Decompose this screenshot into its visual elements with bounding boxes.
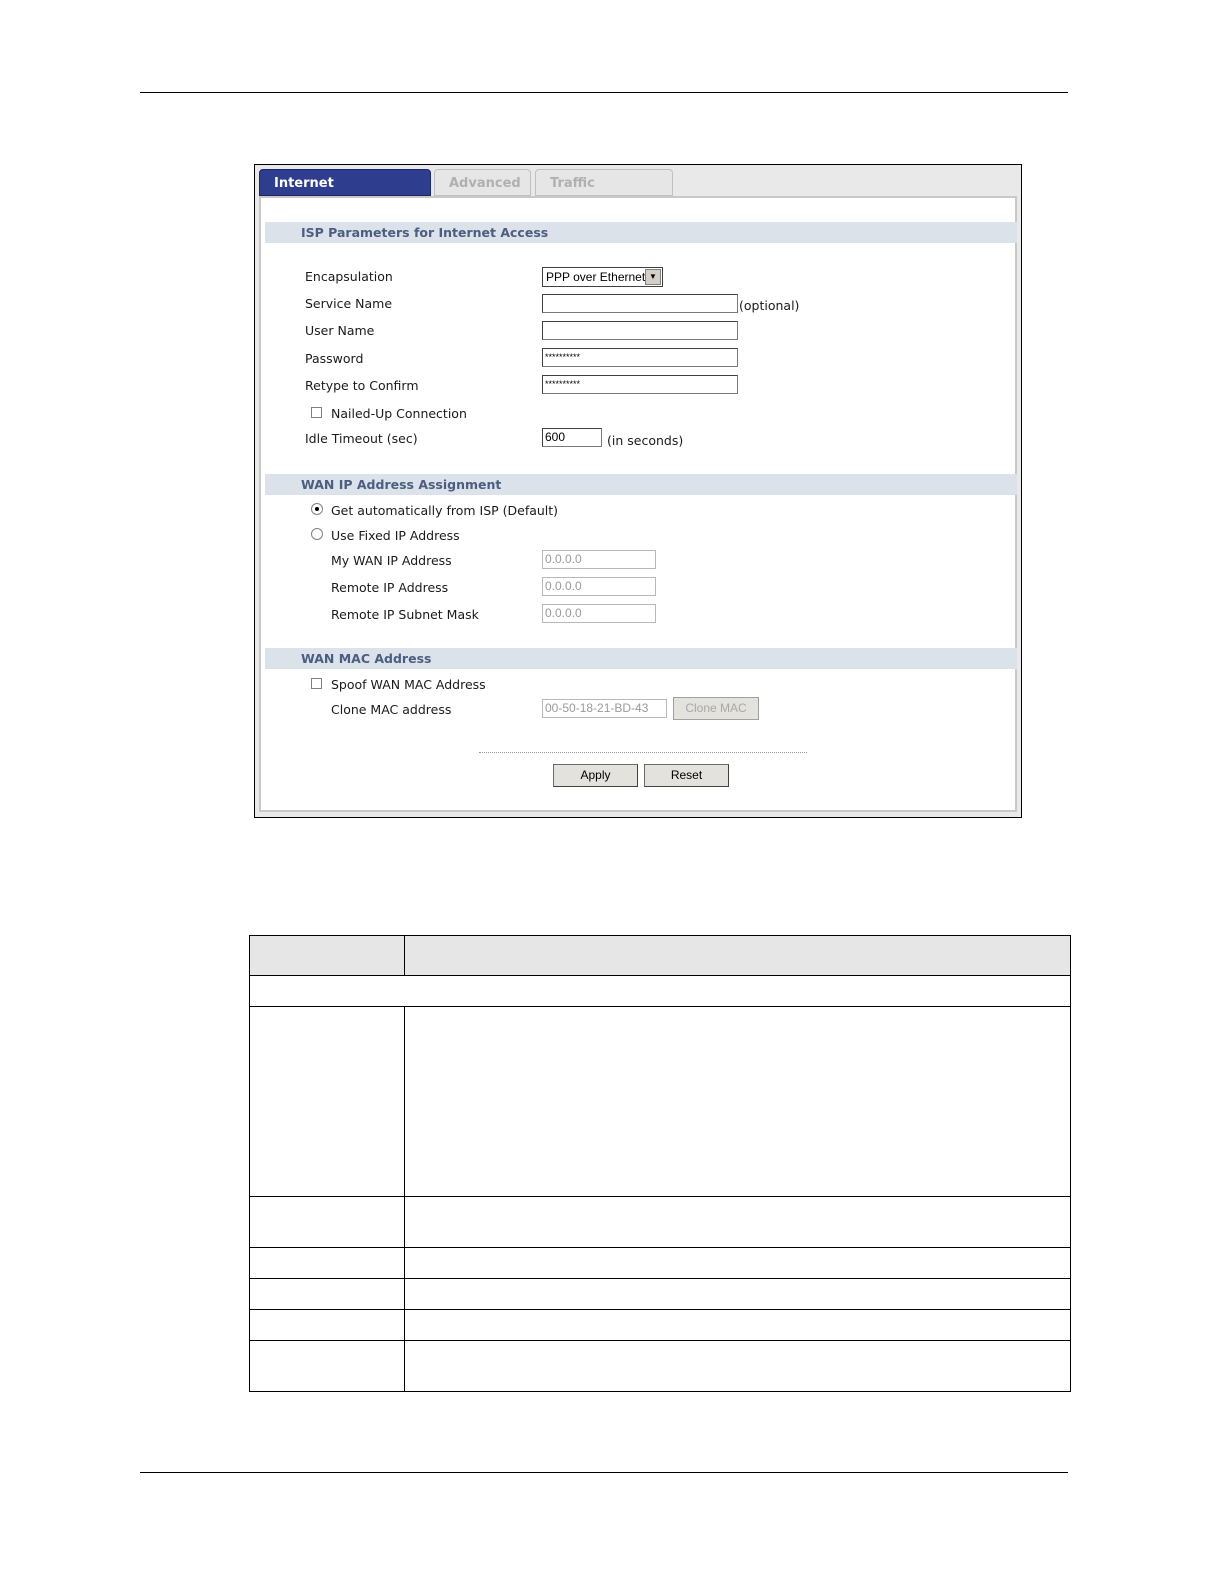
idle-timeout-label: Idle Timeout (sec)	[305, 431, 418, 446]
remote-ip-label: Remote IP Address	[331, 580, 449, 595]
table-header-cell	[250, 936, 405, 976]
table-cell	[405, 1279, 1071, 1310]
my-wan-ip-label: My WAN IP Address	[331, 553, 452, 568]
table-cell	[250, 1279, 405, 1310]
chevron-down-icon[interactable]: ▼	[645, 269, 661, 285]
table-row	[250, 1341, 1071, 1392]
radio-selected-dot	[315, 507, 319, 511]
table-cell	[250, 1310, 405, 1341]
tab-traffic-redirect[interactable]: Traffic	[535, 169, 673, 196]
use-fixed-ip-label: Use Fixed IP Address	[331, 528, 460, 543]
remote-ip-input[interactable]: 0.0.0.0	[542, 577, 656, 596]
nailed-up-checkbox[interactable]	[311, 407, 322, 418]
table-section-row	[250, 976, 1071, 1007]
get-automatically-label: Get automatically from ISP (Default)	[331, 503, 559, 518]
remote-mask-label: Remote IP Subnet Mask	[331, 607, 479, 622]
table-row	[250, 1248, 1071, 1279]
table-cell	[405, 1197, 1071, 1248]
user-name-label: User Name	[305, 323, 375, 338]
radio-use-fixed-ip[interactable]	[311, 528, 323, 540]
table-cell	[405, 1248, 1071, 1279]
spoof-mac-checkbox[interactable]	[311, 678, 322, 689]
wan-ip-section-header: WAN IP Address Assignment	[265, 474, 1017, 495]
service-name-label: Service Name	[305, 296, 393, 311]
apply-button[interactable]: Apply	[553, 764, 638, 787]
remote-mask-input[interactable]: 0.0.0.0	[542, 604, 656, 623]
table-cell	[405, 1310, 1071, 1341]
my-wan-ip-input[interactable]: 0.0.0.0	[542, 550, 656, 569]
radio-get-automatically[interactable]	[311, 503, 323, 515]
encapsulation-select[interactable]	[542, 267, 663, 287]
optional-note: (optional)	[739, 298, 800, 313]
settings-panel	[259, 196, 1017, 812]
clone-mac-button[interactable]: Clone MAC	[673, 697, 759, 720]
table-cell	[405, 1007, 1071, 1197]
retype-label: Retype to Confirm	[305, 378, 419, 393]
table-row	[250, 1007, 1071, 1197]
idle-timeout-input[interactable]: 600	[542, 428, 602, 447]
password-label: Password	[305, 351, 364, 366]
divider	[479, 752, 807, 753]
nailed-up-label: Nailed-Up Connection	[331, 406, 467, 421]
field-description-table	[249, 935, 1071, 1392]
tab-advanced[interactable]: Advanced	[434, 169, 531, 196]
table-row	[250, 1279, 1071, 1310]
user-name-input[interactable]	[542, 321, 738, 340]
encapsulation-value: PPP over Ethernet	[546, 270, 646, 284]
tab-internet-connection[interactable]: Internet	[259, 169, 431, 196]
table-row	[250, 1310, 1071, 1341]
table-cell	[250, 976, 1071, 1007]
table-cell	[250, 1007, 405, 1197]
wan-mac-section-header: WAN MAC Address	[265, 648, 1017, 669]
page-footer-rule	[140, 1472, 1068, 1473]
table-header-row	[250, 936, 1071, 976]
table-cell	[250, 1248, 405, 1279]
clone-mac-label: Clone MAC address	[331, 702, 452, 717]
table-cell	[250, 1341, 405, 1392]
idle-timeout-note: (in seconds)	[607, 433, 684, 448]
spoof-mac-label: Spoof WAN MAC Address	[331, 677, 486, 692]
table-row	[250, 1197, 1071, 1248]
encapsulation-label: Encapsulation	[305, 269, 393, 284]
internet-connection-screen	[254, 164, 1022, 818]
isp-section-header: ISP Parameters for Internet Access	[265, 222, 1017, 243]
service-name-input[interactable]	[542, 294, 738, 313]
retype-input[interactable]: **********	[542, 375, 738, 394]
clone-mac-input[interactable]: 00-50-18-21-BD-43	[542, 699, 667, 718]
password-input[interactable]: **********	[542, 348, 738, 367]
table-cell	[405, 1341, 1071, 1392]
table-header-cell	[405, 936, 1071, 976]
table-cell	[250, 1197, 405, 1248]
page-header-rule	[140, 92, 1068, 93]
reset-button[interactable]: Reset	[644, 764, 729, 787]
